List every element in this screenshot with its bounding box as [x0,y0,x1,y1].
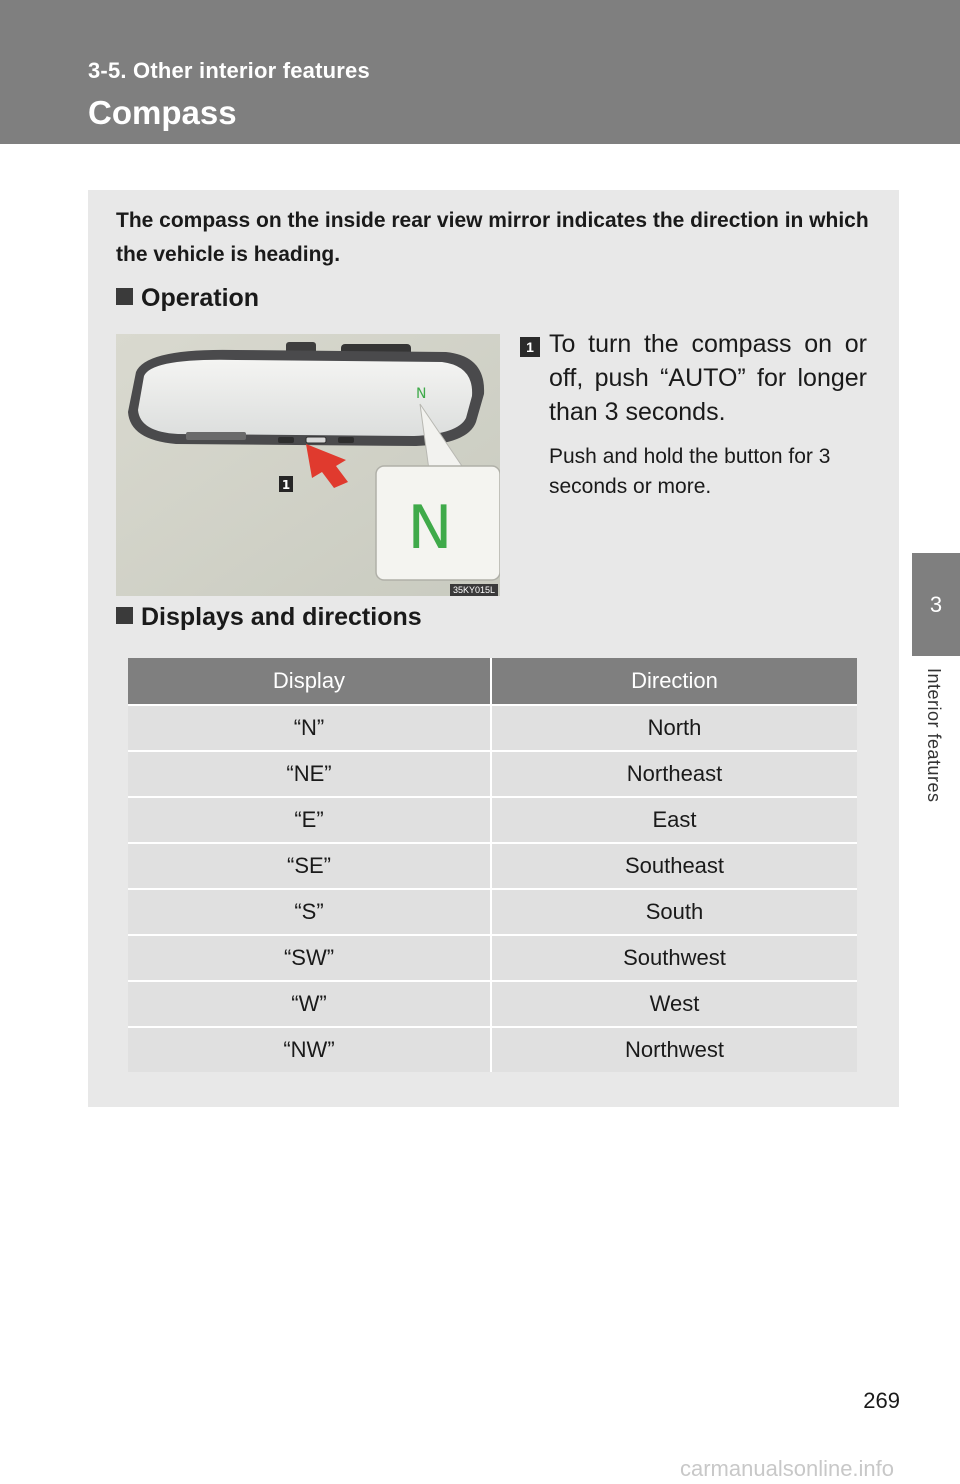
square-bullet-icon [116,288,133,305]
operation-heading [116,284,259,313]
displays-heading [116,603,422,632]
figure-callout: 1 [281,478,291,492]
mirror-figure [116,334,500,596]
display-cell: “SE” [128,843,491,889]
table-row [128,751,857,797]
section-label: 3-5. Other interior features [88,58,370,83]
step-text: To turn the compass on or off, push “AUTO” for longer than 3 seconds. [549,330,867,426]
display-cell: “N” [128,705,491,751]
svg-text:N: N [416,386,427,402]
direction-cell: Southwest [491,935,857,981]
table-row [128,981,857,1027]
page-number: 269 [863,1388,900,1413]
directions-table [128,658,857,1072]
table-row [128,889,857,935]
displays-heading-text: Displays and directions [141,603,422,631]
table-row [128,843,857,889]
figure-code: 35KY015L [450,584,498,596]
display-cell: “E” [128,797,491,843]
page-title: Compass [88,94,237,131]
chapter-tab[interactable] [912,553,960,656]
intro-text: The compass on the inside rear view mirror indicates the direction in which the vehicle is heading. [116,209,869,266]
table-row [128,705,857,751]
compass-display-letter: N [407,493,453,563]
table-row [128,935,857,981]
direction-cell: Northeast [491,751,857,797]
display-cell: “NE” [128,751,491,797]
display-cell: “W” [128,981,491,1027]
step-number: 1 [520,337,540,357]
column-header-display: Display [128,658,491,705]
step-note: Push and hold the button for 3 seconds or more. [549,445,831,498]
chapter-label: Interior features [924,668,944,803]
rear-view-mirror-illustration [116,334,500,596]
table-header-row [128,658,857,705]
direction-cell: Southeast [491,843,857,889]
direction-cell: North [491,705,857,751]
direction-cell: West [491,981,857,1027]
column-header-direction: Direction [491,658,857,705]
operation-heading-text: Operation [141,284,260,312]
page-header [0,0,960,144]
chapter-number: 3 [929,591,943,617]
direction-cell: East [491,797,857,843]
display-cell: “SW” [128,935,491,981]
display-cell: “S” [128,889,491,935]
watermark: carmanualsonline.info [680,1456,895,1481]
display-cell: “NW” [128,1027,491,1072]
direction-cell: Northwest [491,1027,857,1072]
direction-cell: South [491,889,857,935]
square-bullet-icon [116,607,133,624]
table-row [128,797,857,843]
table-row [128,1027,857,1072]
